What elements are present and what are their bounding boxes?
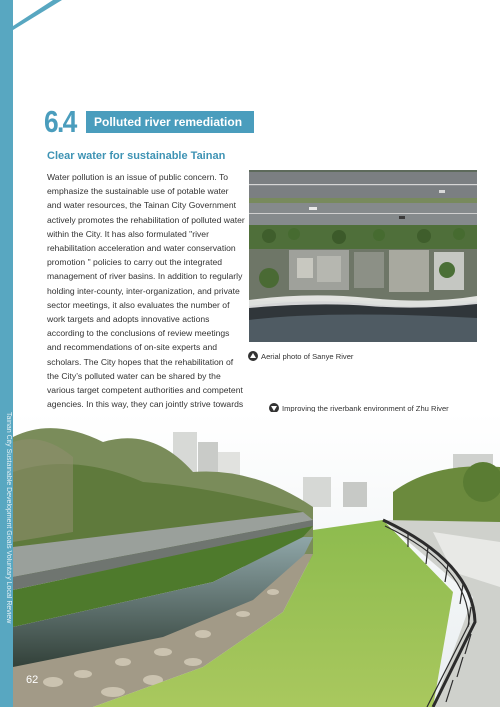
aerial-caption-text: Aerial photo of Sanye River <box>261 351 354 361</box>
triangle-up-icon <box>248 351 258 361</box>
river-photo <box>13 412 500 707</box>
subheading: Clear water for sustainable Tainan <box>47 150 226 162</box>
body-paragraph: Water pollution is an issue of public concern. To emphasize the sustainable use of potable water and water resources, the Tainan City Government actively promotes the rehabilitation of polluted water within the City. It has also formulated "river rehabilitation acceleration and water conservation promotion " policies to carry out the integrated management of river basins. In addition to regularly holding inter-county, inter-organization, and private sector meetings, it also evaluates the number of work targets and adopts innovative actions according to the conclusions of review meetings and recommendations of on-site experts and scholars. The City hopes that the rehabilitation of the City’s polluted water can be shared by the various target competent authorities and competent agencies. In this way, they can jointly strive towards <box>47 172 245 410</box>
side-label <box>2 412 12 652</box>
side-label-text: Tainan City Sustainable Development Goals Voluntary Local Review <box>5 412 12 624</box>
aerial-caption <box>248 351 353 361</box>
section-title: Polluted river remediation <box>86 111 254 133</box>
page-number: 62 <box>26 674 39 686</box>
section-number: 6.4 <box>44 104 76 139</box>
river-caption-text: Improving the riverbank environment of Zhu River <box>282 403 449 413</box>
aerial-photo <box>249 170 477 342</box>
corner-decoration-inner <box>13 0 53 26</box>
